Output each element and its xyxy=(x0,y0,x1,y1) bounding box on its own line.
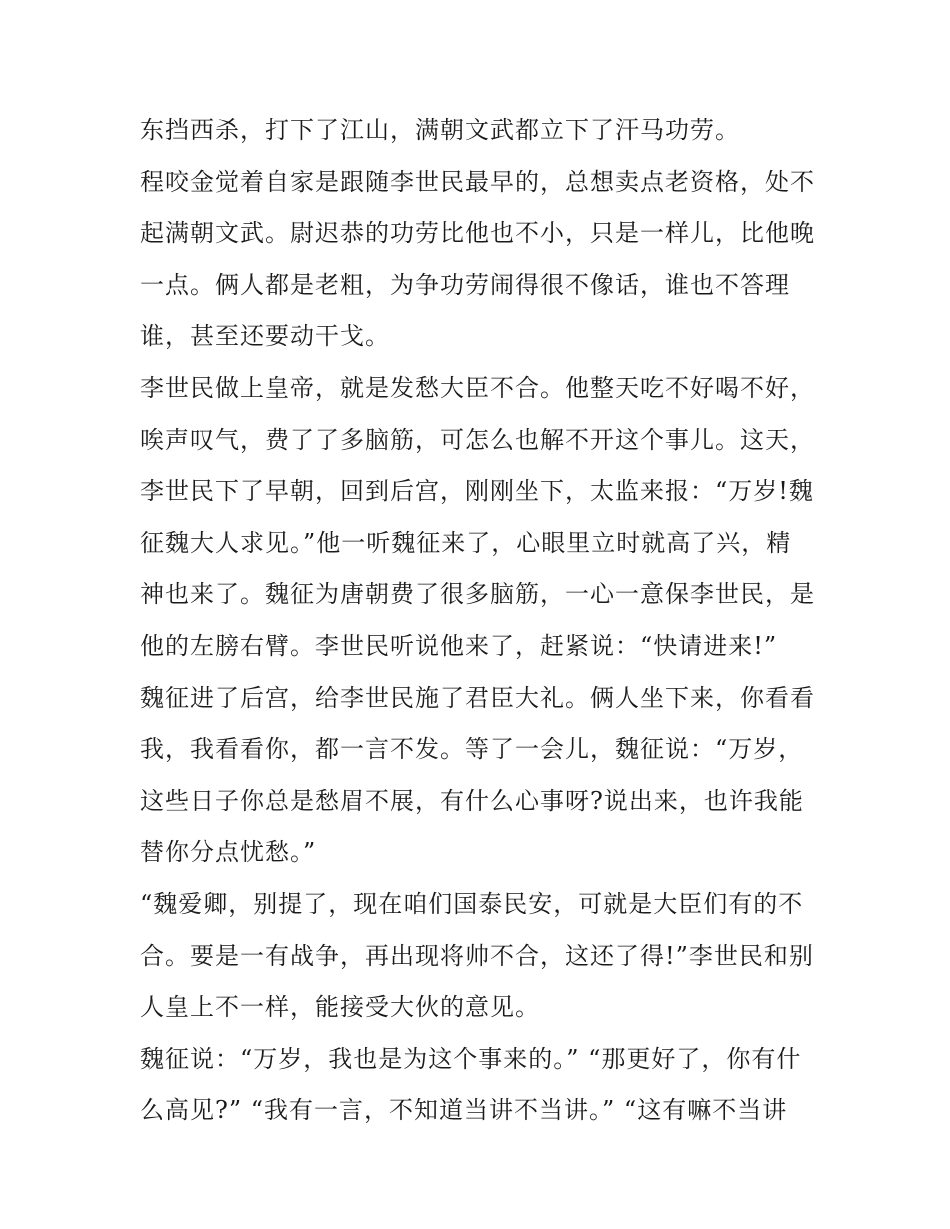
body-text xyxy=(140,105,830,1137)
text-line: 起满朝文武。尉迟恭的功劳比他也不小，只是一样儿，比他晚 xyxy=(140,219,815,248)
text-line: 魏征说：“万岁，我也是为这个事来的。” “那更好了，你有什 xyxy=(140,1044,802,1073)
text-line: 程咬金觉着自家是跟随李世民最早的，总想卖点老资格，处不 xyxy=(140,167,815,196)
text-line: 一点。俩人都是老粗，为争功劳闹得很不像话，谁也不答理 xyxy=(140,270,790,299)
text-line: 人皇上不一样，能接受大伙的意见。 xyxy=(140,993,540,1022)
text-line: 替你分点忧愁。” xyxy=(140,838,317,867)
text-line: 唉声叹气，费了了多脑筋，可怎么也解不开这个事儿。这天， xyxy=(140,425,815,454)
text-line: 魏征进了后宫，给李世民施了君臣大礼。俩人坐下来，你看看 xyxy=(140,683,815,712)
text-line: 李世民下了早朝，回到后宫，刚刚坐下，太监来报：“万岁!魏 xyxy=(140,477,814,506)
text-line: 他的左膀右臂。李世民听说他来了，赶紧说：“快请进来!” xyxy=(140,631,778,660)
text-line: 东挡西杀，打下了江山，满朝文武都立下了汗马功劳。 xyxy=(140,116,740,144)
text-line: 神也来了。魏征为唐朝费了很多脑筋，一心一意保李世民，是 xyxy=(140,580,815,609)
text-line: 这些日子你总是愁眉不展，有什么心事呀?说出来，也许我能 xyxy=(140,786,804,815)
text-line: 李世民做上皇帝，就是发愁大臣不合。他整天吃不好喝不好， xyxy=(140,373,815,402)
text-line: 谁，甚至还要动干戈。 xyxy=(140,322,390,351)
text-line: 征魏大人求见。”他一听魏征来了，心眼里立时就高了兴，精 xyxy=(140,528,792,557)
text-line: “魏爱卿，别提了，现在咱们国泰民安，可就是大臣们有的不 xyxy=(140,889,804,918)
text-line: 合。要是一有战争，再出现将帅不合，这还了得!”李世民和别 xyxy=(140,941,814,970)
text-line: 么高见?” “我有一言，不知道当讲不当讲。” “这有嘛不当讲 xyxy=(140,1096,788,1125)
text-line: 我，我看看你，都一言不发。等了一会儿，魏征说：“万岁， xyxy=(140,735,804,764)
